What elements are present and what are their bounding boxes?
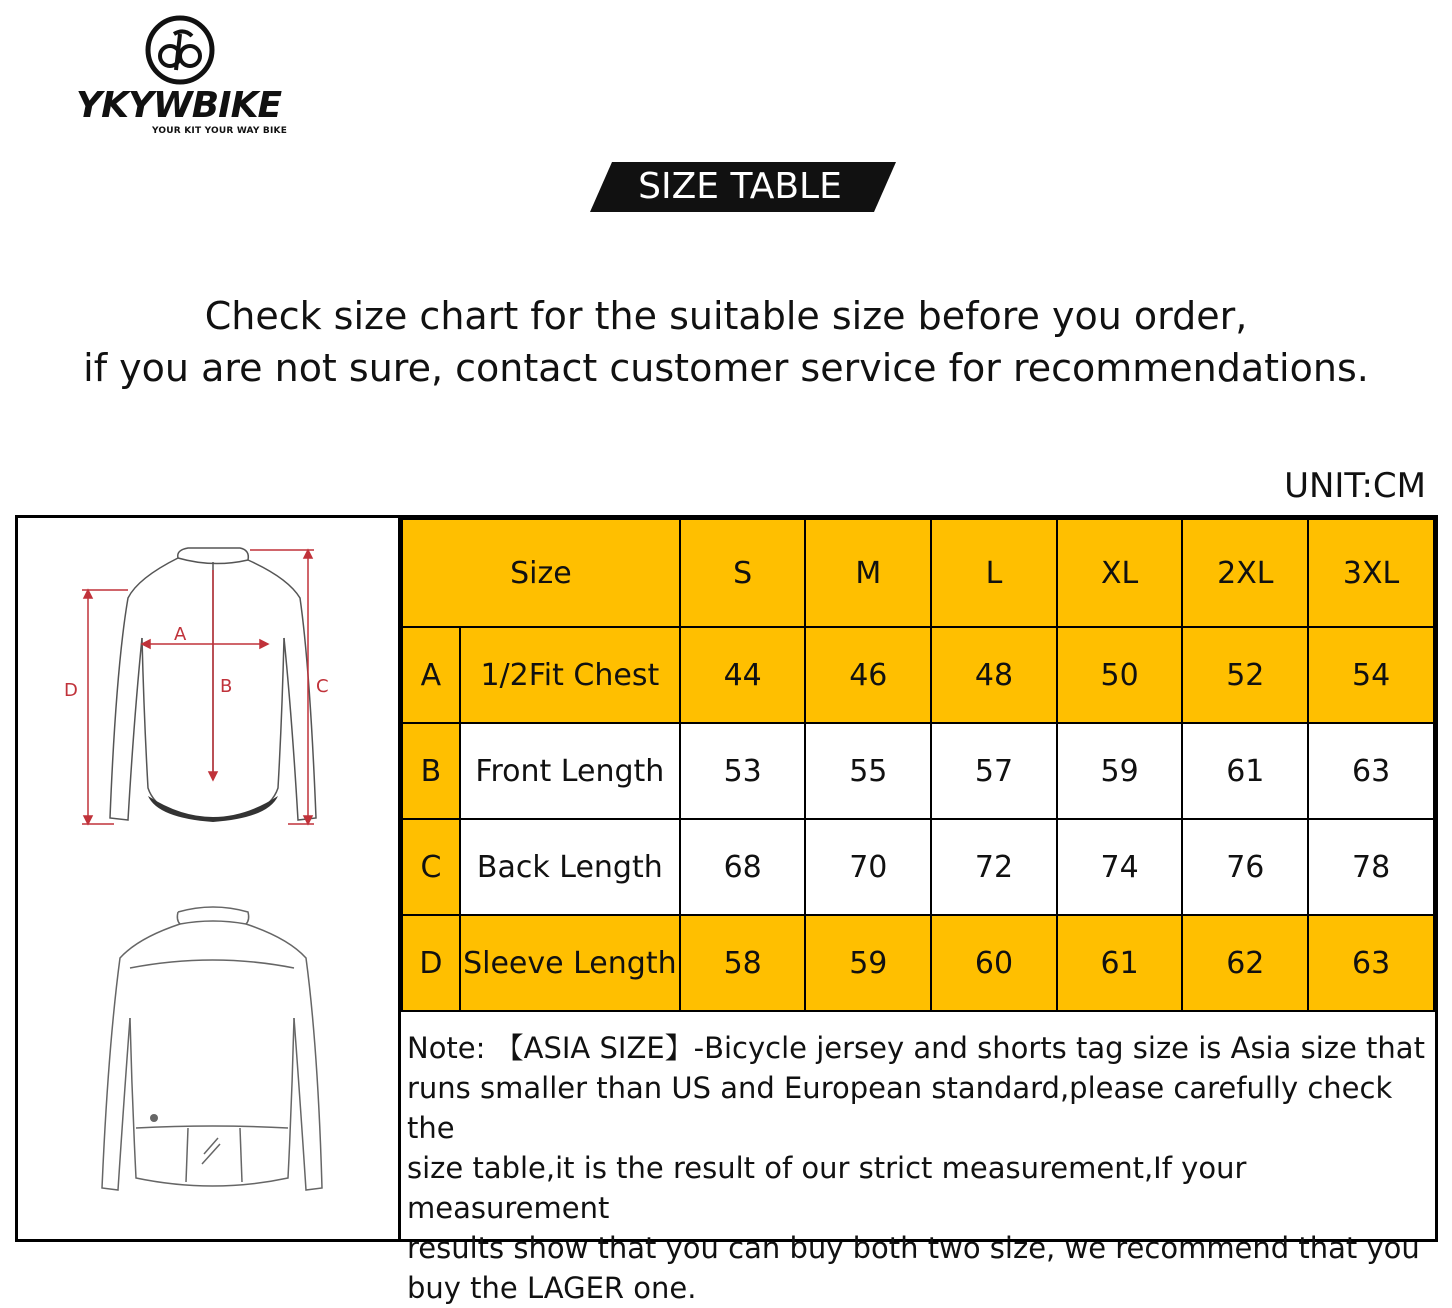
- table-cell: 53: [680, 723, 806, 819]
- table-cell: 62: [1182, 915, 1308, 1011]
- table-cell: 48: [931, 627, 1057, 723]
- row-letter: C: [402, 819, 460, 915]
- measure-label-d: D: [64, 680, 78, 701]
- banner-title: SIZE TABLE: [638, 166, 842, 207]
- table-cell: 74: [1057, 819, 1183, 915]
- table-cell: 70: [805, 819, 931, 915]
- table-cell: 78: [1308, 819, 1434, 915]
- table-cell: 58: [680, 915, 806, 1011]
- size-table: [401, 518, 1435, 1012]
- table-cell: 57: [931, 723, 1057, 819]
- row-letter: B: [402, 723, 460, 819]
- row-measure-name: 1/2Fit Chest: [460, 627, 680, 723]
- table-row: [402, 627, 1434, 723]
- measure-label-a: A: [174, 624, 187, 645]
- measure-label-c: C: [316, 676, 329, 697]
- size-col-header: XL: [1057, 519, 1183, 627]
- note-line: Note: 【ASIA SIZE】-Bicycle jersey and shorts tag size is Asia size that: [407, 1031, 1425, 1065]
- row-measure-name: Front Length: [460, 723, 680, 819]
- table-row: [402, 723, 1434, 819]
- size-table-banner: [590, 162, 896, 212]
- size-col-header: L: [931, 519, 1057, 627]
- table-cell: 59: [1057, 723, 1183, 819]
- table-cell: 60: [931, 915, 1057, 1011]
- table-cell: 44: [680, 627, 806, 723]
- size-col-header: 2XL: [1182, 519, 1308, 627]
- table-cell: 63: [1308, 723, 1434, 819]
- table-cell: 46: [805, 627, 931, 723]
- note-line: buy the LAGER one.: [407, 1271, 697, 1305]
- table-cell: 72: [931, 819, 1057, 915]
- brand-wordmark: YKYWBIKE: [76, 85, 282, 126]
- brand-tagline: YOUR KIT YOUR WAY BIKE: [152, 126, 288, 136]
- table-cell: 76: [1182, 819, 1308, 915]
- row-letter: D: [402, 915, 460, 1011]
- row-measure-name: Sleeve Length: [460, 915, 680, 1011]
- intro-line-1: Check size chart for the suitable size before you order,: [204, 294, 1248, 338]
- jersey-back-drawing: [18, 898, 398, 1218]
- size-col-header: 3XL: [1308, 519, 1434, 627]
- size-col-header: M: [805, 519, 931, 627]
- size-header-label: Size: [402, 519, 680, 627]
- table-cell: 63: [1308, 915, 1434, 1011]
- size-header-row: [402, 519, 1434, 627]
- size-col-header: S: [680, 519, 806, 627]
- size-note: [401, 1010, 1431, 1305]
- bike-emblem-icon: [144, 14, 216, 86]
- table-cell: 61: [1182, 723, 1308, 819]
- row-letter: A: [402, 627, 460, 723]
- brand-logo: [72, 10, 302, 135]
- note-line: results show that you can buy both two size, we recommend that you: [407, 1231, 1420, 1265]
- table-cell: 50: [1057, 627, 1183, 723]
- note-line: runs smaller than US and European standard,please carefully check the: [407, 1071, 1393, 1145]
- intro-line-2: if you are not sure, contact customer service for recommendations.: [83, 346, 1369, 390]
- table-cell: 68: [680, 819, 806, 915]
- measure-label-b: B: [220, 676, 233, 697]
- row-measure-name: Back Length: [460, 819, 680, 915]
- unit-label: UNIT:CM: [1284, 466, 1426, 506]
- table-cell: 59: [805, 915, 931, 1011]
- jersey-illustration: [18, 518, 398, 1240]
- jersey-front-drawing: [18, 518, 398, 858]
- table-cell: 52: [1182, 627, 1308, 723]
- note-line: size table,it is the result of our strict measurement,If your measurement: [407, 1151, 1247, 1225]
- table-row: [402, 819, 1434, 915]
- table-cell: 55: [805, 723, 931, 819]
- table-cell: 61: [1057, 915, 1183, 1011]
- table-cell: 54: [1308, 627, 1434, 723]
- table-row: [402, 915, 1434, 1011]
